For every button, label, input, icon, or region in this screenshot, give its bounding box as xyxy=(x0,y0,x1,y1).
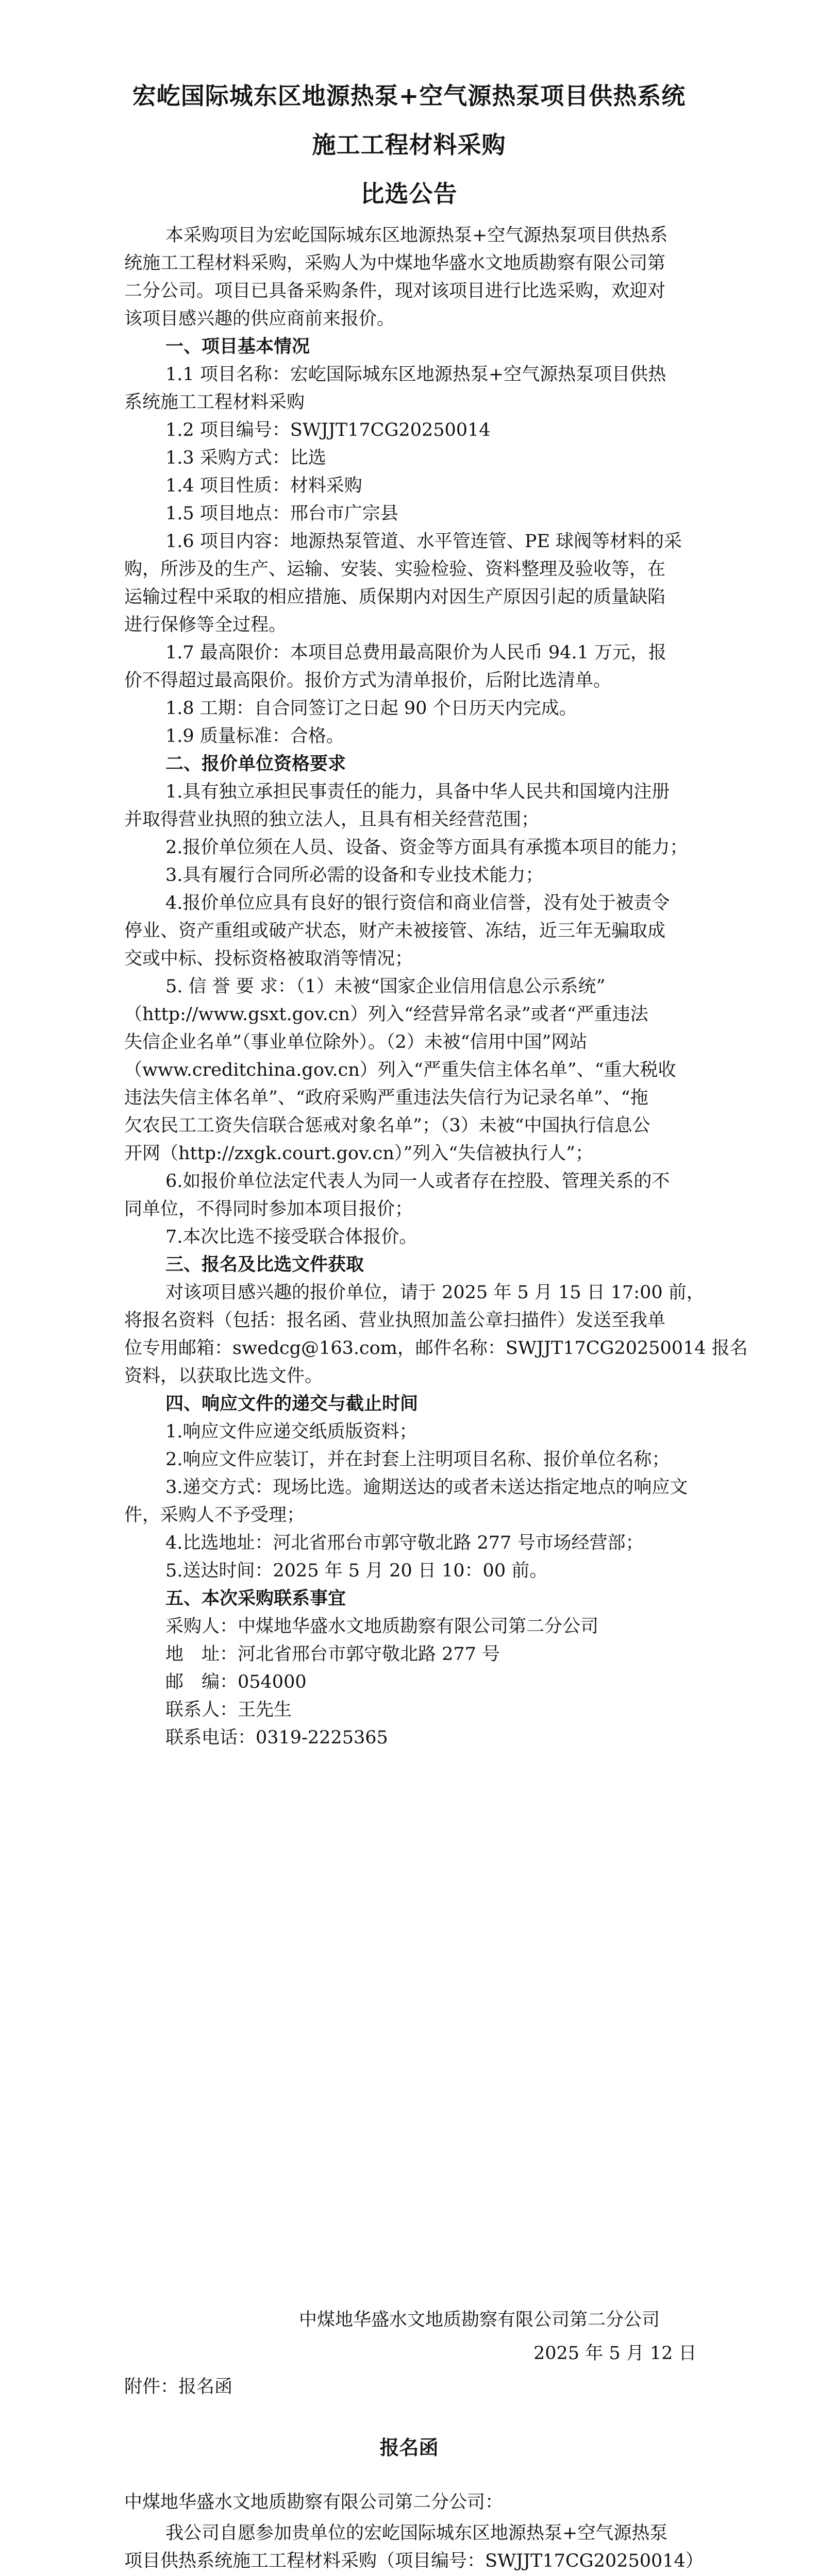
section-line: 5.送达时间：2025 年 5 月 20 日 10：00 前。 xyxy=(165,1561,548,1581)
section-line: 进行保修等全过程。 xyxy=(124,615,287,635)
section-line: 件，采购人不予受理； xyxy=(124,1505,305,1526)
title-line-3: 比选公告 xyxy=(360,180,458,208)
section-line: 1.具有独立承担民事责任的能力，具备中华人民共和国境内注册 xyxy=(165,782,670,802)
section-line: 交或中标、投标资格被取消等情况； xyxy=(124,948,413,969)
intro-line: 本采购项目为宏屹国际城东区地源热泵+空气源热泵项目供热系 xyxy=(165,225,668,246)
title-line-2: 施工工程材料采购 xyxy=(312,131,506,159)
form-addressee: 中煤地华盛水文地质勘察有限公司第二分公司： xyxy=(124,2492,504,2513)
section-line: （www.creditchina.gov.cn）列入“严重失信主体名单”、“重大税收 xyxy=(124,1060,676,1080)
section-line: （http://www.gsxt.gov.cn）列入“经营异常名录”或者“严重违法 xyxy=(124,1004,648,1025)
section-line: 1.5 项目地点：邢台市广宗县 xyxy=(165,503,398,524)
section-heading: 三、报名及比选文件获取 xyxy=(165,1254,364,1275)
section-heading: 一、项目基本情况 xyxy=(165,336,310,357)
section-line: 1.9 质量标准：合格。 xyxy=(165,726,344,747)
section-line: 对该项目感兴趣的报价单位，请于 2025 年 5 月 15 日 17:00 前， xyxy=(165,1282,705,1303)
section-line: 1.6 项目内容：地源热泵管道、水平管连管、PE 球阀等材料的采 xyxy=(165,531,682,552)
contact-line: 邮 编：054000 xyxy=(165,1672,307,1692)
section-line: 6.如报价单位法定代表人为同一人或者存在控股、管理关系的不 xyxy=(165,1171,670,1192)
section-line: 购，所涉及的生产、运输、安装、实验检验、资料整理及验收等，在 xyxy=(124,559,666,580)
section-line: 1.4 项目性质：材料采购 xyxy=(165,476,362,496)
section-line: 1.1 项目名称：宏屹国际城东区地源热泵+空气源热泵项目供热 xyxy=(165,364,666,385)
contact-line: 采购人：中煤地华盛水文地质勘察有限公司第二分公司 xyxy=(165,1616,599,1637)
section-line: 位专用邮箱：swedcg@163.com，邮件名称：SWJJT17CG20250014 报名 xyxy=(124,1338,748,1359)
section-line: 1.3 采购方式：比选 xyxy=(165,448,326,468)
title-line-1: 宏屹国际城东区地源热泵+空气源热泵项目供热系统 xyxy=(132,82,686,110)
section-line: 欠农民工工资失信联合惩戒对象名单”；（3）未被“中国执行信息公 xyxy=(124,1115,650,1136)
attachment-label: 附件：报名函 xyxy=(124,2377,233,2397)
section-line: 1.响应文件应递交纸质版资料； xyxy=(165,1421,418,1442)
section-line: 4.比选地址：河北省邢台市郭守敬北路 277 号市场经营部； xyxy=(165,1533,644,1553)
form-body-line: 项目供热系统施工工程材料采购（项目编号：SWJJT17CG20250014） xyxy=(124,2551,704,2571)
form-body-line: 我公司自愿参加贵单位的宏屹国际城东区地源热泵+空气源热泵 xyxy=(165,2523,668,2544)
section-line: 将报名资料（包括：报名函、营业执照加盖公章扫描件）发送至我单 xyxy=(124,1310,666,1331)
section-line: 运输过程中采取的相应措施、质保期内对因生产原因引起的质量缺陷 xyxy=(124,587,666,607)
contact-line: 联系人：王先生 xyxy=(165,1700,292,1720)
intro-line: 二分公司。项目已具备采购条件，现对该项目进行比选采购，欢迎对 xyxy=(124,281,666,301)
section-line: 3.递交方式：现场比选。逾期送达的或者未送达指定地点的响应文 xyxy=(165,1477,688,1498)
section-line: 同单位，不得同时参加本项目报价； xyxy=(124,1199,413,1219)
signature-company: 中煤地华盛水文地质勘察有限公司第二分公司 xyxy=(299,2310,660,2330)
section-line: 系统施工工程材料采购 xyxy=(124,392,305,413)
section-line: 并取得营业执照的独立法人，且具有相关经营范围； xyxy=(124,809,540,830)
section-line: 3.具有履行合同所必需的设备和专业技术能力； xyxy=(165,865,544,886)
section-line: 1.7 最高限价：本项目总费用最高限价为人民币 94.1 万元，报 xyxy=(165,642,666,663)
section-line: 4.报价单位应具有良好的银行资信和商业信誉，没有处于被责令 xyxy=(165,893,670,913)
section-line: 7.本次比选不接受联合体报价。 xyxy=(165,1227,418,1247)
section-line: 5. 信 誉 要 求：（1）未被“国家企业信用信息公示系统” xyxy=(165,976,606,997)
section-heading: 四、响应文件的递交与截止时间 xyxy=(165,1393,419,1414)
section-line: 失信企业名单”（事业单位除外）。（2）未被“信用中国”网站 xyxy=(124,1032,588,1053)
section-line: 停业、资产重组或破产状态，财产未被接管、冻结，近三年无骗取成 xyxy=(124,921,666,941)
section-line: 1.2 项目编号：SWJJT17CG20250014 xyxy=(165,420,491,440)
contact-line: 联系电话：0319-2225365 xyxy=(165,1727,388,1748)
section-heading: 五、本次采购联系事宜 xyxy=(165,1588,346,1609)
section-heading: 二、报价单位资格要求 xyxy=(165,753,346,774)
intro-line: 统施工工程材料采购，采购人为中煤地华盛水文地质勘察有限公司第 xyxy=(124,253,666,274)
section-line: 违法失信主体名单”、“政府采购严重违法失信行为记录名单”、“拖 xyxy=(124,1088,648,1108)
form-title: 报名函 xyxy=(379,2436,439,2459)
signature-date: 2025 年 5 月 12 日 xyxy=(533,2343,697,2364)
section-line: 开网（http://zxgk.court.gov.cn）”列入“失信被执行人”； xyxy=(124,1143,594,1164)
section-line: 价不得超过最高限价。报价方式为清单报价，后附比选清单。 xyxy=(124,670,612,691)
section-line: 资料，以获取比选文件。 xyxy=(124,1366,323,1386)
section-line: 1.8 工期：自合同签订之日起 90 个日历天内完成。 xyxy=(165,698,577,719)
section-line: 2.报价单位须在人员、设备、资金等方面具有承揽本项目的能力； xyxy=(165,837,688,858)
contact-line: 地 址：河北省邢台市郭守敬北路 277 号 xyxy=(165,1644,500,1665)
intro-line: 该项目感兴趣的供应商前来报价。 xyxy=(124,309,395,329)
section-line: 2.响应文件应装订，并在封套上注明项目名称、报价单位名称； xyxy=(165,1449,670,1470)
